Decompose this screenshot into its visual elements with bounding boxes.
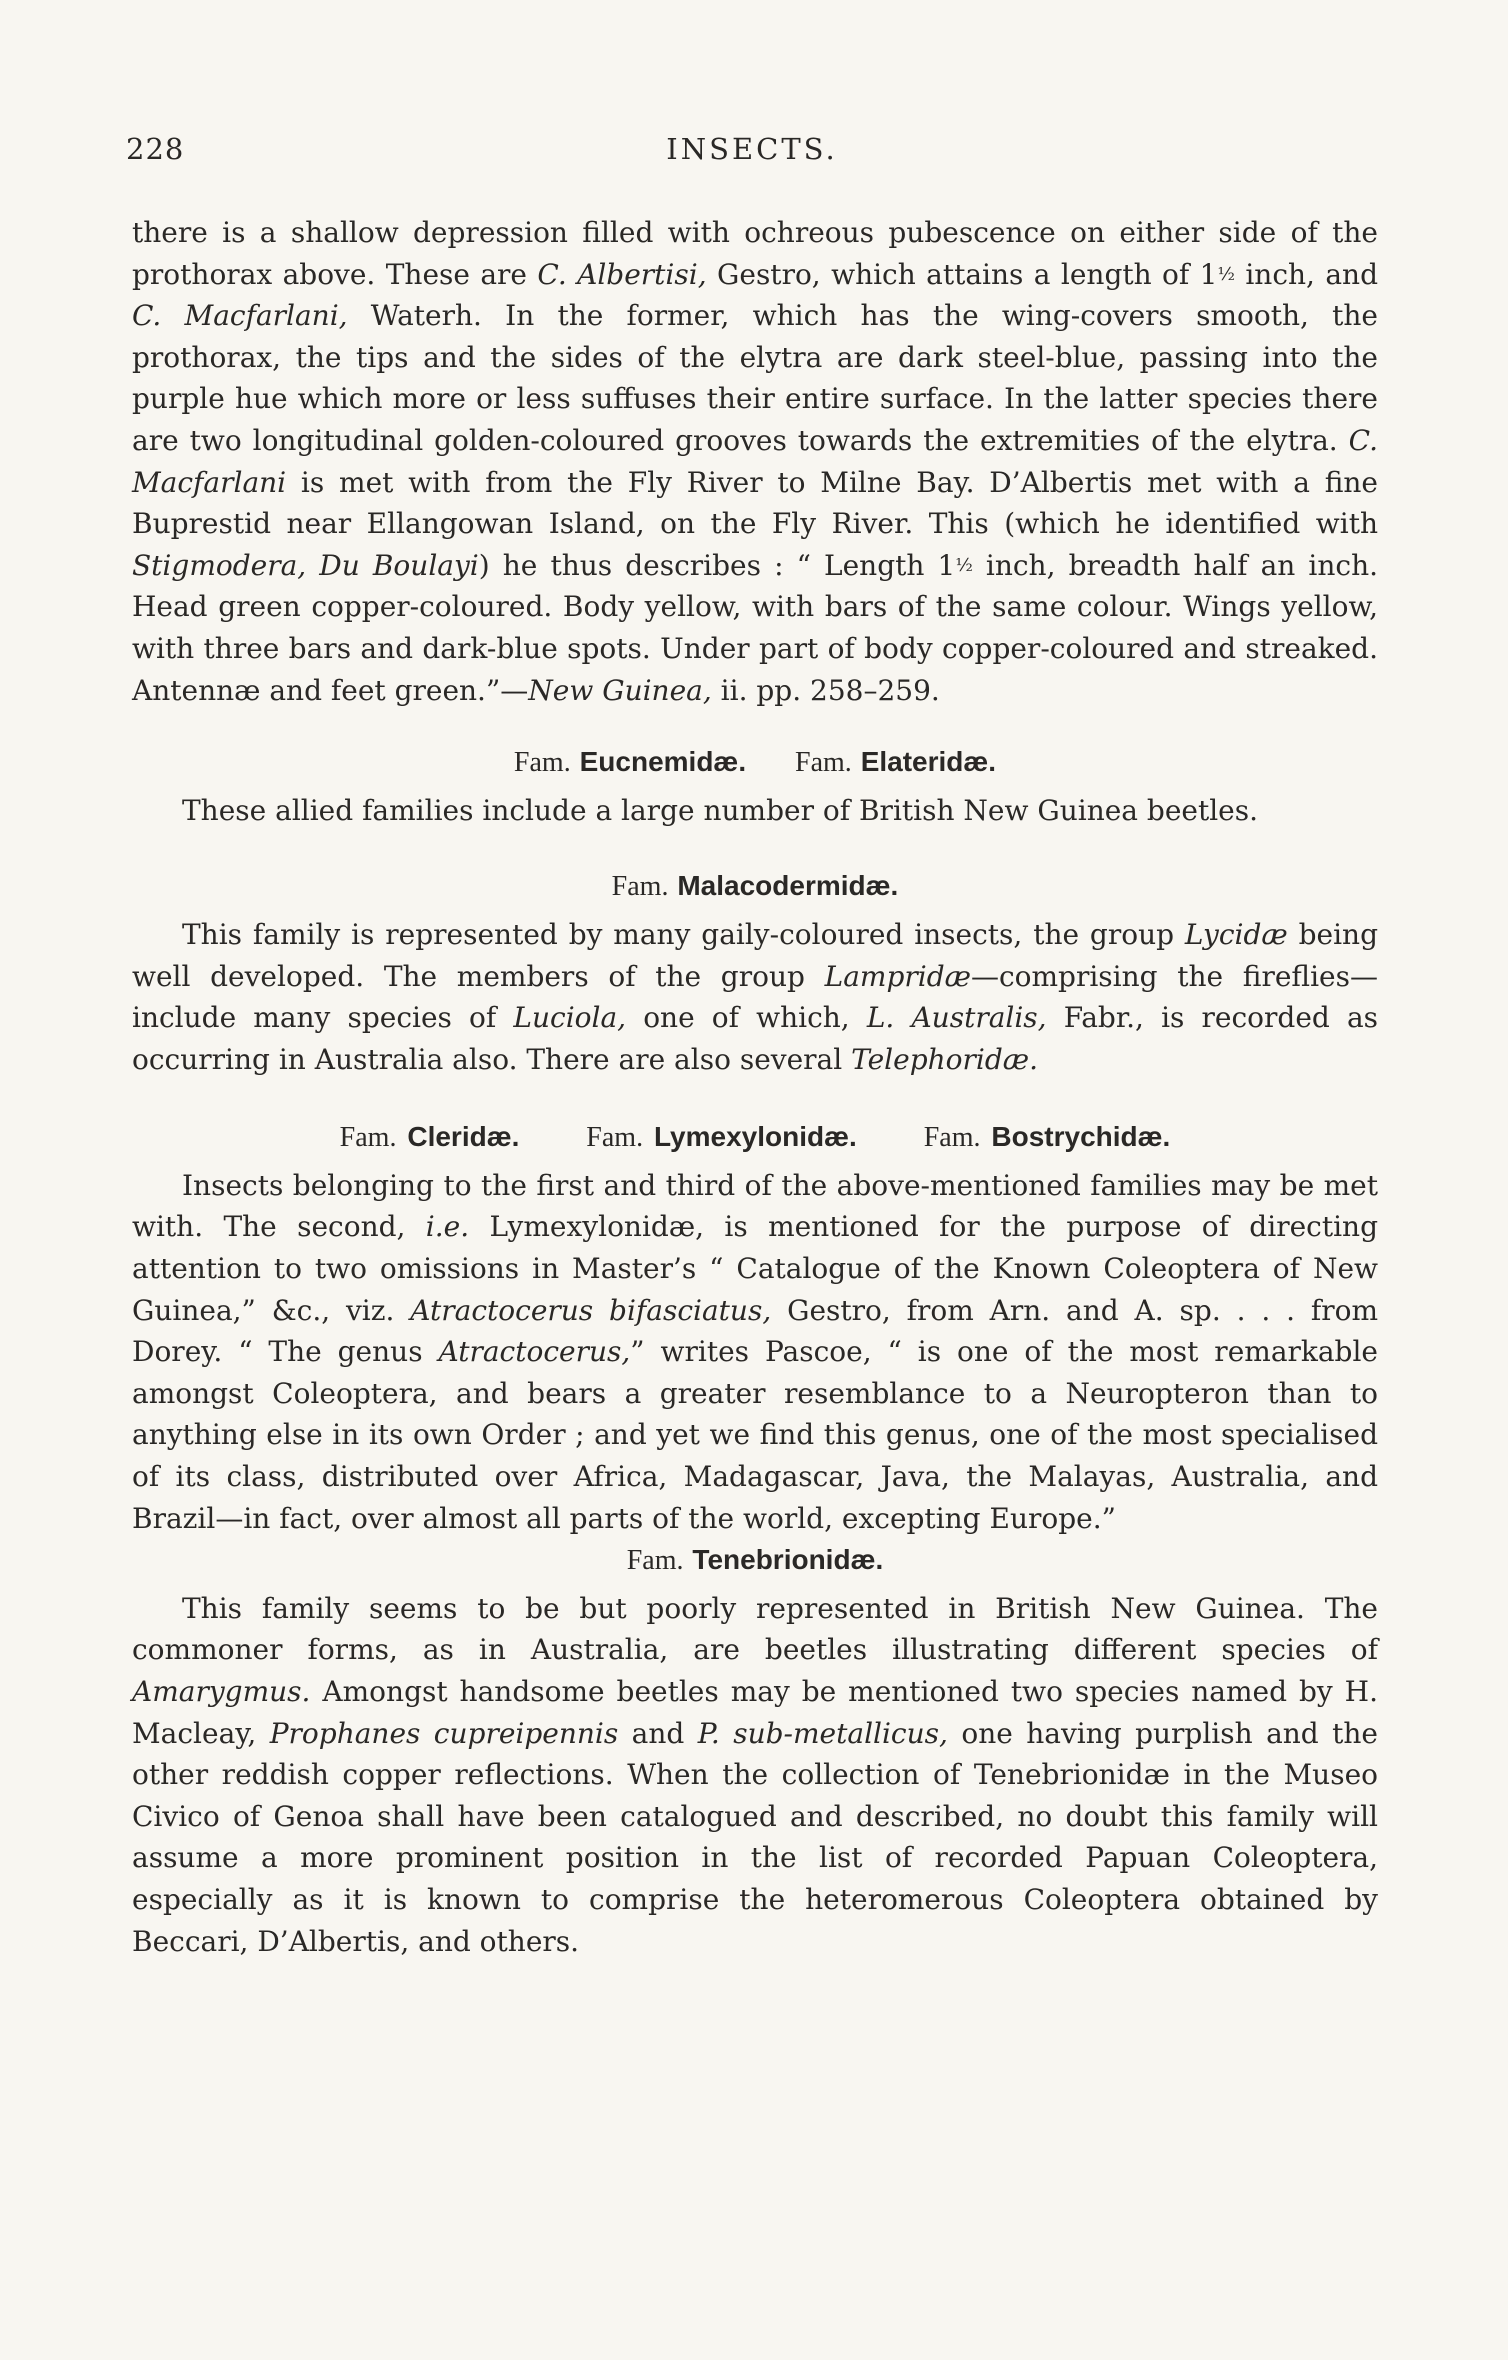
- fraction: ½: [955, 554, 973, 576]
- paragraph-cleridae: [132, 1165, 1378, 1539]
- family-name-bostrychidae: Bostrychidæ.: [991, 1121, 1171, 1153]
- text-run: inch, breadth half an inch. Head green copper-coloured. Body yellow, with bars of the same colour. Wings yellow, with three bars and dark-blue spots. Under part of body copper-coloured and streaked. Antennæ and feet green.”—: [132, 548, 1378, 707]
- species-name: Lampridæ: [824, 959, 971, 993]
- heading-tenebrionidae: [132, 1539, 1378, 1582]
- text-run: Amongst handsome beetles may be mentioned two species named by H. Macleay,: [132, 1675, 1378, 1750]
- fam-label: Fam.: [626, 1545, 684, 1577]
- fam-label: Fam.: [923, 1122, 981, 1154]
- family-name-eucnemidae: Eucnemidæ.: [579, 746, 747, 778]
- species-name: Prophanes cupreipennis: [269, 1716, 619, 1750]
- fam-label: Fam.: [586, 1122, 644, 1154]
- species-name: P. sub-metallicus,: [697, 1716, 948, 1750]
- text-run: Lymexylonidæ, is mentioned for the purpose of directing attention to two omissions in Master’s “ Catalogue of the Known Coleoptera of New Guinea,” &c., viz.: [132, 1210, 1378, 1327]
- family-name-lymexylonidae: Lymexylonidæ.: [653, 1121, 857, 1153]
- text-run: Gestro, from Arn. and A. sp. . . . from Dorey. “ The genus: [132, 1293, 1378, 1369]
- family-name-elateridae: Elateridæ.: [860, 746, 997, 778]
- paragraph-tenebrionidae: [132, 1588, 1378, 1962]
- fraction: ½: [1217, 263, 1235, 285]
- family-name-malacodermidae: Malacodermidæ.: [677, 870, 899, 902]
- paragraph-eucnemidae: These allied families include a large number of British New Guinea beetles.: [182, 793, 1259, 827]
- text-run: one having purplish and the other reddish copper reflections. When the collection of Tenebrionidæ in the Museo Civico of Genoa shall have been catalogued and described, no doubt this family will assume a more prominent position in the list of recorded Papuan Coleoptera, especially as it is known to comprise the heteromerous Coleoptera obtained by Beccari, D’Albertis, and others.: [132, 1716, 1378, 1958]
- text-run: being well developed. The members of the group: [132, 917, 1378, 993]
- species-name: C. Macfarlani,: [132, 299, 348, 333]
- text-run: Fabr., is recorded as occurring in Australia also. There are also several: [132, 1001, 1379, 1076]
- fam-label: Fam.: [513, 747, 571, 779]
- species-name: L. Australis,: [866, 1001, 1047, 1035]
- paragraph-buprestidae-continued: [132, 212, 1378, 711]
- text-run: and: [618, 1716, 698, 1750]
- species-name: C. Macfarlani: [132, 423, 1378, 499]
- text-run: inch, and: [1234, 257, 1378, 291]
- text-run: there is a shallow depression filled with ochreous pubescence on either side of the prothorax above. These are: [132, 216, 1378, 291]
- species-name: Telephoridæ.: [851, 1042, 1038, 1076]
- heading-eucnemidae-elateridae: [132, 741, 1378, 784]
- fam-label: Fam.: [795, 747, 852, 779]
- species-name: Stigmodera, Du Boulayi: [132, 548, 479, 582]
- paragraph-malacodermidae: [132, 914, 1378, 1080]
- page-title: INSECTS.: [666, 132, 838, 166]
- species-name: C. Albertisi,: [537, 257, 707, 291]
- text-run: —comprising the fireflies—include many species of: [132, 959, 1378, 1035]
- text-run: ” writes Pascoe, “ is one of the most remarkable amongst Coleoptera, and bears a greater resemblance to a Neuropteron than to anything else in its own Order ; and yet we find this genus, one of the most specialised of its class, distributed over Africa, Madagascar, Java, the Malayas, Australia, and Brazil—in fact, over almost all parts of the world, excepting Europe.”: [132, 1335, 1379, 1535]
- text-run: ii. pp. 258–259.: [711, 673, 940, 707]
- species-name: Lycidæ: [1184, 917, 1288, 951]
- heading-cleridae-lymexylonidae-bostrychidae: [132, 1116, 1378, 1159]
- text-run: ) he thus describes : “ Length 1: [478, 548, 956, 582]
- family-name-tenebrionidae: Tenebrionidæ.: [692, 1544, 884, 1576]
- fam-label: Fam.: [611, 871, 669, 903]
- running-head: [126, 132, 1378, 172]
- species-name: Amarygmus.: [132, 1675, 311, 1708]
- text-run: Insects belonging to the first and third of the above-mentioned families may be met with. The second,: [132, 1168, 1378, 1244]
- species-name: Atractocerus bifasciatus,: [410, 1293, 772, 1327]
- species-name: Atractocerus,: [438, 1335, 631, 1369]
- page-number: 228: [126, 132, 185, 166]
- text-run: one of which,: [626, 1001, 867, 1035]
- abbreviation: i.e.: [425, 1210, 470, 1244]
- text-run: Waterh. In the former, which has the wing-covers smooth, the prothorax, the tips and the sides of the elytra are dark steel-blue, passing into the purple hue which more or less suffuses their entire surface. In the latter species there are two longitudinal golden-coloured grooves towards the extremities of the elytra.: [132, 299, 1379, 457]
- species-name: Luciola,: [513, 1001, 627, 1035]
- heading-malacodermidae: [132, 865, 1378, 908]
- text-run: Gestro, which attains a length of 1: [706, 257, 1218, 291]
- page-body: [132, 212, 1378, 1962]
- text-run: is met with from the Fly River to Milne Bay. D’Albertis met with a fine Buprestid near Ellangowan Island, on the Fly River. This (which he identified with: [132, 465, 1378, 541]
- text-run: This family seems to be but poorly represented in British New Guinea. The commoner forms, as in Australia, are beetles illustrating different species of: [132, 1591, 1378, 1667]
- book-title: New Guinea,: [528, 673, 712, 707]
- fam-label: Fam.: [339, 1122, 397, 1154]
- text-run: This family is represented by many gaily-coloured insects, the group: [182, 917, 1185, 951]
- family-name-cleridae: Cleridæ.: [407, 1121, 520, 1153]
